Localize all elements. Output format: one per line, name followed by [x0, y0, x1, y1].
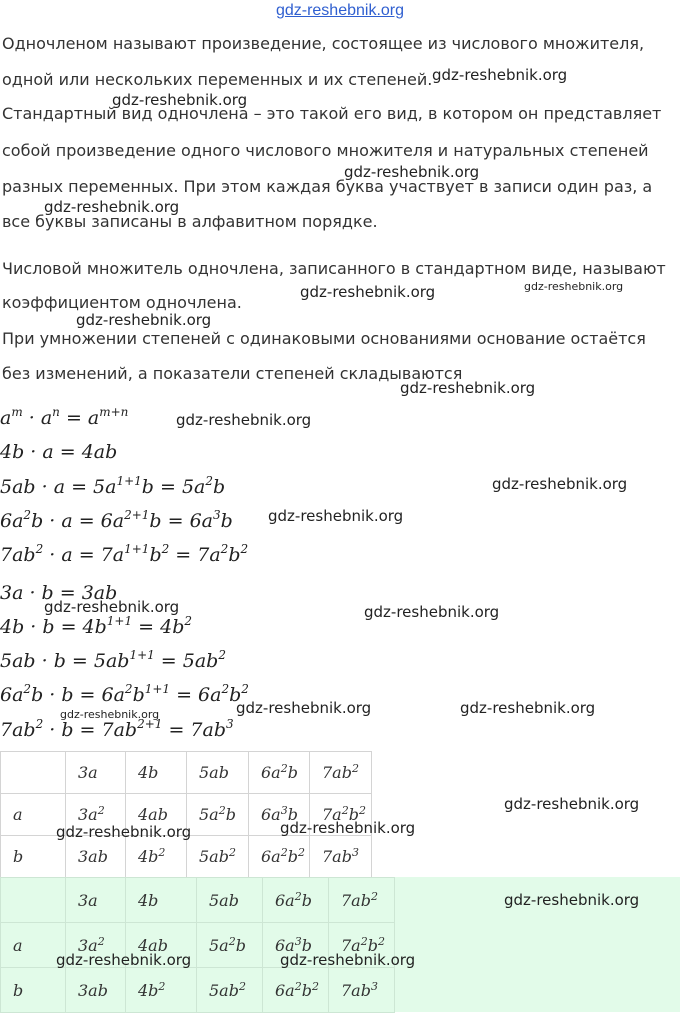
- watermark-text: gdz-reshebnik.org: [524, 280, 624, 293]
- table-cell: $7a^2b^2$: [310, 794, 372, 836]
- watermark-text: gdz-reshebnik.org: [504, 795, 640, 813]
- watermark-text: gdz-reshebnik.org: [56, 951, 192, 969]
- coefficient-line: Числовой множитель одночлена, записанного в стандартном виде, называют: [2, 259, 666, 278]
- table-header-row: [1, 878, 395, 923]
- table-cell: $4b^2$: [126, 836, 187, 878]
- table-cell: [1, 878, 66, 923]
- table-cell: $5ab^2$: [197, 968, 263, 1013]
- formula-line: $4b \cdot b = 4b^{1+1} = 4b^2$: [0, 614, 193, 638]
- table-cell: $6a^3b$: [263, 923, 329, 968]
- formula-line: $a^m \cdot a^n = a^{m+n}$: [0, 405, 129, 429]
- table-cell: a: [1, 923, 66, 968]
- table-cell: a: [1, 794, 66, 836]
- table-cell: 5ab: [187, 752, 249, 794]
- watermark-text: gdz-reshebnik.org: [364, 603, 500, 621]
- table-cell: 3ab: [66, 968, 126, 1013]
- multiplication-table-highlighted: [0, 877, 395, 1013]
- table-cell: 3a: [66, 752, 126, 794]
- table-row: [1, 836, 372, 878]
- table-cell: $6a^2b^2$: [249, 836, 310, 878]
- formula-line: $5ab \cdot b = 5ab^{1+1} = 5ab^2$: [0, 648, 226, 672]
- standard-form-line: собой произведение одного числового множителя и натуральных степеней: [2, 141, 649, 160]
- formula-line: $6a^2b \cdot a = 6a^{2+1}b = 6a^3b$: [0, 508, 233, 532]
- watermark-text: gdz-reshebnik.org: [400, 379, 536, 397]
- definition-line: одной или нескольких переменных и их степеней.: [2, 70, 433, 89]
- standard-form-line: все буквы записаны в алфавитном порядке.: [2, 212, 378, 231]
- power-rule-line: без изменений, а показатели степеней складываются: [2, 364, 463, 383]
- table-cell: 4ab: [126, 794, 187, 836]
- table-cell: 3a: [66, 878, 126, 923]
- watermark-text: gdz-reshebnik.org: [236, 699, 372, 717]
- table-cell: $7a^2b^2$: [329, 923, 395, 968]
- table-cell: 4ab: [126, 923, 197, 968]
- table-cell: 5ab: [197, 878, 263, 923]
- watermark-text: gdz-reshebnik.org: [300, 283, 436, 301]
- watermark-text: gdz-reshebnik.org: [268, 507, 404, 525]
- formula-line: $7ab^2 \cdot b = 7ab^{2+1} = 7ab^3$: [0, 717, 234, 741]
- table-cell: 3ab: [66, 836, 126, 878]
- table-cell: $6a^2b$: [249, 752, 310, 794]
- formula-line: $5ab \cdot a = 5a^{1+1}b = 5a^2b$: [0, 474, 226, 498]
- power-rule-line: При умножении степеней с одинаковыми основаниями основание остаётся: [2, 329, 646, 348]
- table-cell: [1, 752, 66, 794]
- table-cell: $7ab^3$: [310, 836, 372, 878]
- formula-line: 4b · a = 4ab: [0, 441, 118, 463]
- site-link[interactable]: gdz-reshebnik.org: [275, 2, 405, 19]
- watermark-text: gdz-reshebnik.org: [492, 475, 628, 493]
- watermark-text: gdz-reshebnik.org: [280, 951, 416, 969]
- watermark-text: gdz-reshebnik.org: [344, 163, 480, 181]
- watermark-text: gdz-reshebnik.org: [504, 891, 640, 909]
- watermark-text: gdz-reshebnik.org: [44, 198, 180, 216]
- table-cell: $3a^2$: [66, 923, 126, 968]
- table-cell: $4b^2$: [126, 968, 197, 1013]
- table-cell: 4b: [126, 752, 187, 794]
- watermark-text: gdz-reshebnik.org: [112, 91, 248, 109]
- table-header-row: [1, 752, 372, 794]
- definition-line: Одночленом называют произведение, состоящее из числового множителя,: [2, 34, 645, 53]
- table-cell: $7ab^3$: [329, 968, 395, 1013]
- standard-form-line: разных переменных. При этом каждая буква участвует в записи один раз, а: [2, 177, 653, 196]
- watermark-text: gdz-reshebnik.org: [44, 598, 180, 616]
- table-cell: $7ab^2$: [329, 878, 395, 923]
- watermark-text: gdz-reshebnik.org: [76, 311, 212, 329]
- table-cell: $7ab^2$: [310, 752, 372, 794]
- formula-line: 3a · b = 3ab: [0, 582, 118, 604]
- watermark-text: gdz-reshebnik.org: [176, 411, 312, 429]
- multiplication-table: [0, 751, 372, 878]
- table-cell: $6a^2b$: [263, 878, 329, 923]
- watermark-text: gdz-reshebnik.org: [60, 708, 160, 721]
- table-cell: b: [1, 968, 66, 1013]
- coefficient-line: коэффициентом одночлена.: [2, 293, 242, 312]
- watermark-text: gdz-reshebnik.org: [432, 66, 568, 84]
- standard-form-line: Стандартный вид одночлена – это такой его вид, в котором он представляет: [2, 104, 662, 123]
- watermark-text: gdz-reshebnik.org: [460, 699, 596, 717]
- table-cell: $5ab^2$: [187, 836, 249, 878]
- table-cell: 4b: [126, 878, 197, 923]
- table-cell: b: [1, 836, 66, 878]
- table-cell: $5a^2b$: [197, 923, 263, 968]
- formula-line: $7ab^2 \cdot a = 7a^{1+1}b^2 = 7a^2b^2$: [0, 542, 249, 566]
- formula-line: $6a^2b \cdot b = 6a^2b^{1+1} = 6a^2b^2$: [0, 682, 249, 706]
- table-cell: $6a^2b^2$: [263, 968, 329, 1013]
- watermark-text: gdz-reshebnik.org: [280, 819, 416, 837]
- table-cell: $3a^2$: [66, 794, 126, 836]
- watermark-text: gdz-reshebnik.org: [56, 823, 192, 841]
- table-cell: $5a^2b$: [187, 794, 249, 836]
- table-cell: $6a^3b$: [249, 794, 310, 836]
- table-row: [1, 968, 395, 1013]
